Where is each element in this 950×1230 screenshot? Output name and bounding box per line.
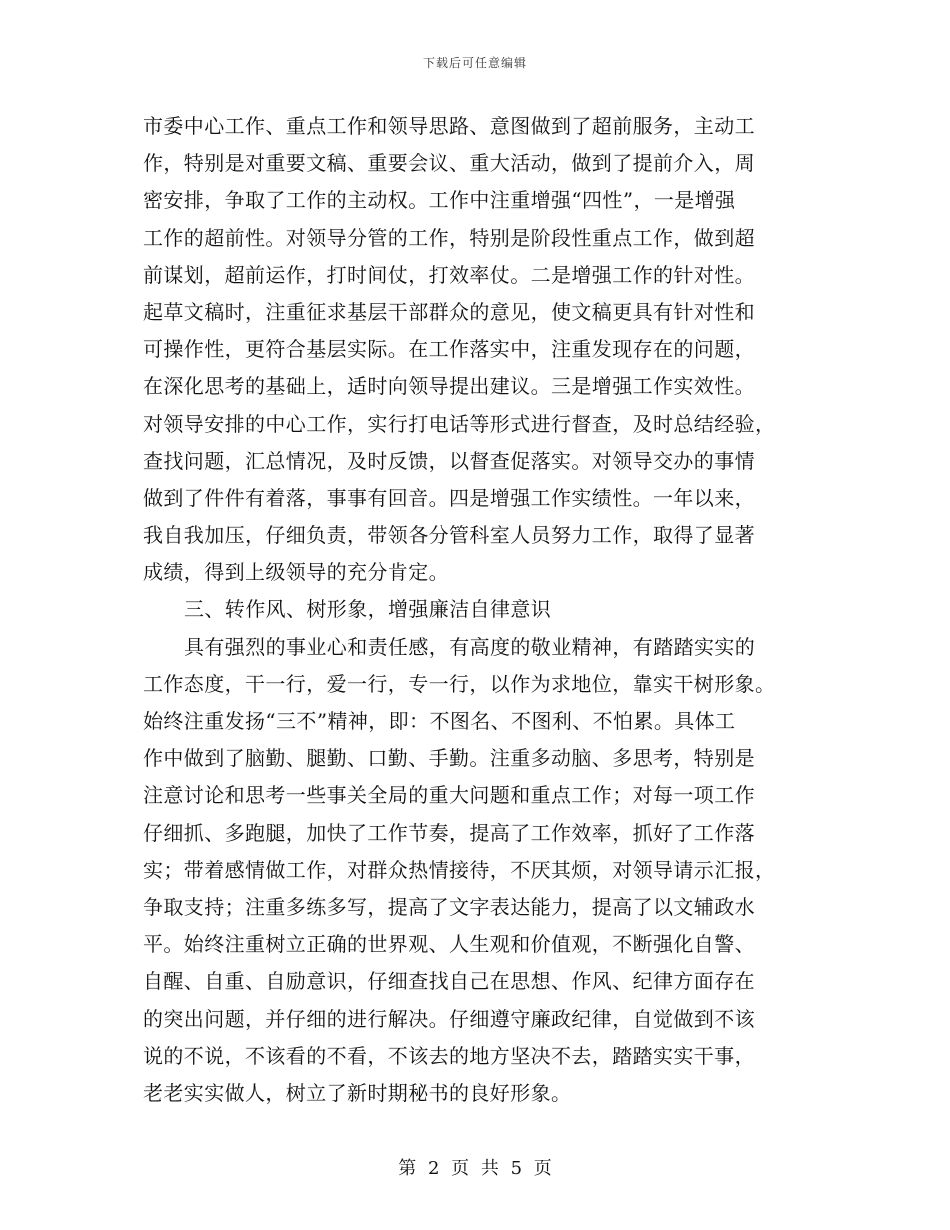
paragraph-line: 我自我加压，仔细负责，带领各分管科室人员努力工作，取得了显著 xyxy=(143,523,755,548)
paragraph-line: 密安排，争取了工作的主动权。工作中注重增强“四性”，一是增强 xyxy=(143,188,736,213)
page-number-footer: 第 2 页 共 5 页 xyxy=(398,1158,552,1179)
paragraph-line: 争取支持；注重多练多写，提高了文字表达能力，提高了以文辅政水 xyxy=(143,894,755,919)
paragraph-line: 成绩，得到上级领导的充分肯定。 xyxy=(143,560,449,585)
paragraph-line: 起草文稿时，注重征求基层干部群众的意见，使文稿更具有针对性和 xyxy=(143,299,755,324)
paragraph-line: 始终注重发扬“三不”精神，即：不图名、不图利、不怕累。具体工 xyxy=(143,709,736,733)
paragraph-line: 做到了件件有着落，事事有回音。四是增强工作实绩性。一年以来， xyxy=(143,485,755,510)
paragraph-line: 的突出问题，并仔细的进行解决。仔细遵守廉政纪律，自觉做到不该 xyxy=(143,1006,755,1031)
section-heading: 三、转作风、树形象，增强廉洁自律意识 xyxy=(184,597,552,622)
paragraph-line: 自醒、自重、自励意识，仔细查找自己在思想、作风、纪律方面存在 xyxy=(143,969,755,994)
paragraph-line: 在深化思考的基础上，适时向领导提出建议。三是增强工作实效性。 xyxy=(143,374,755,399)
paragraph-line: 前谋划，超前运作，打时间仗，打效率仗。二是增强工作的针对性。 xyxy=(143,262,755,287)
paragraph-line: 市委中心工作、重点工作和领导思路、意图做到了超前服务，主动工 xyxy=(143,114,755,138)
paragraph-line: 工作态度，干一行，爱一行，专一行，以作为求地位，靠实干树形象。 xyxy=(143,671,776,696)
paragraph-line: 作中做到了脑勤、腿勤、口勤、手勤。注重多动脑、多思考，特别是 xyxy=(143,746,755,771)
paragraph-line: 说的不说，不该看的不看，不该去的地方坚决不去，踏踏实实干事， xyxy=(143,1043,755,1068)
paragraph-line: 老老实实做人，树立了新时期秘书的良好形象。 xyxy=(143,1080,572,1105)
paragraph-line: 仔细抓、多跑腿，加快了工作节奏，提高了工作效率，抓好了工作落 xyxy=(143,820,755,845)
body-text xyxy=(143,108,803,1112)
paragraph-line: 工作的超前性。对领导分管的工作，特别是阶段性重点工作，做到超 xyxy=(143,225,755,250)
page-header: 下载后可任意编辑 xyxy=(422,56,527,70)
paragraph-line: 实；带着感情做工作，对群众热情接待，不厌其烦，对领导请示汇报， xyxy=(143,857,776,882)
paragraph-line: 平。始终注重树立正确的世界观、人生观和价值观，不断强化自警、 xyxy=(143,932,755,957)
paragraph-line: 对领导安排的中心工作，实行打电话等形式进行督查，及时总结经验， xyxy=(143,411,776,436)
paragraph-line: 作，特别是对重要文稿、重要会议、重大活动，做到了提前介入，周 xyxy=(143,151,755,176)
paragraph-line: 具有强烈的事业心和责任感，有高度的敬业精神，有踏踏实实的 xyxy=(184,634,756,659)
paragraph-line: 注意讨论和思考一些事关全局的重大问题和重点工作；对每一项工作 xyxy=(143,783,755,808)
paragraph-line: 可操作性，更符合基层实际。在工作落实中，注重发现存在的问题， xyxy=(143,337,755,362)
paragraph-line: 查找问题，汇总情况，及时反馈，以督查促落实。对领导交办的事情 xyxy=(143,448,755,473)
